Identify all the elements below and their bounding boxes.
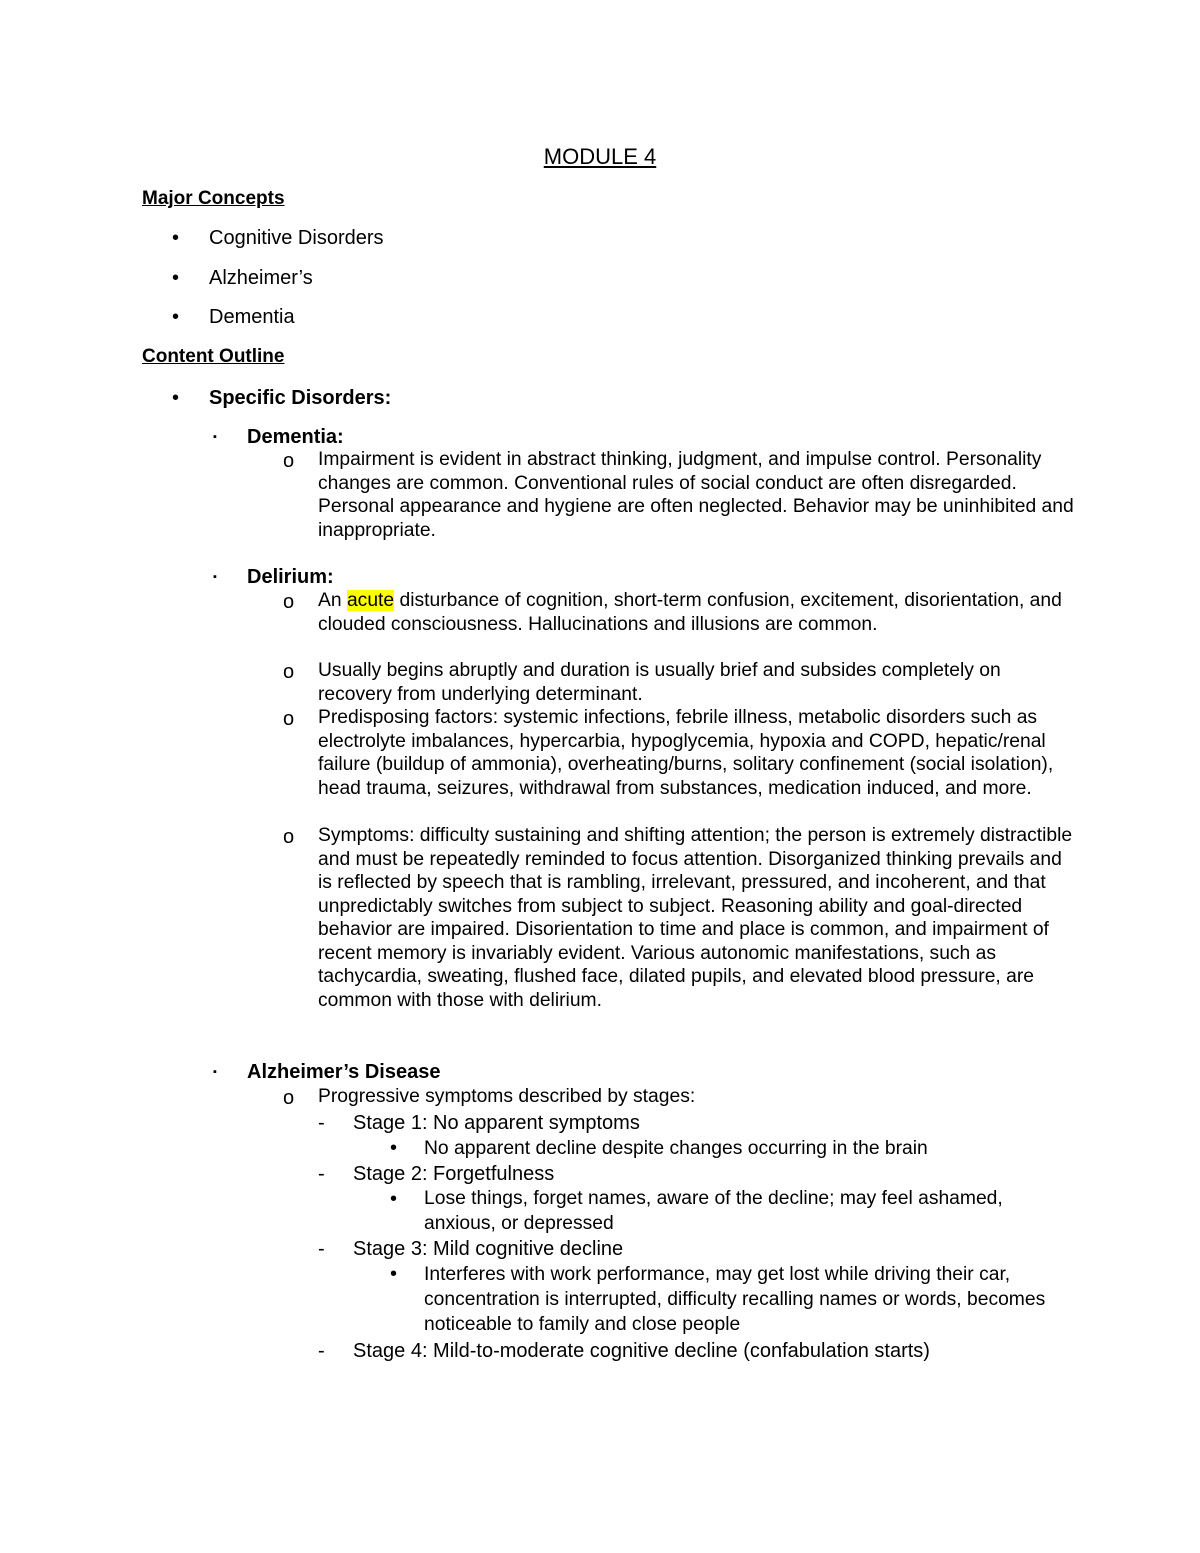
dementia-label: Dementia:	[247, 426, 344, 448]
circle-bullet-icon: o	[283, 450, 295, 472]
circle-bullet-icon: o	[283, 826, 295, 848]
highlighted-term-acute: acute	[346, 590, 395, 611]
square-bullet-icon: ▪	[213, 571, 217, 583]
dementia-point: Impairment is evident in abstract thinking, judgment, and impulse control. Personality changes are common. Conventional rules of social conduct are often disregarded. Personal appearance and hygiene are often neglected. Behavior may be uninhibited and inappropriate.	[318, 449, 1074, 541]
stage-1-detail: No apparent decline despite changes occurring in the brain	[424, 1138, 928, 1159]
delirium-point-3: Predisposing factors: systemic infections, febrile illness, metabolic disorders such as electrolyte imbalances, hypercarbia, hypoglycemia, hypoxia and COPD, hepatic/renal failure (buildup of ammonia), overheating/burns, solitary confinement (social isolation), head trauma, seizures, withdrawal from substances, medication induced, and more.	[318, 707, 1054, 799]
bullet-icon: •	[172, 267, 180, 289]
delirium-point-2: Usually begins abruptly and duration is usually brief and subsides completely on recovery from underlying determinant.	[318, 660, 1001, 705]
bullet-icon: •	[172, 227, 180, 249]
delirium-point-1	[318, 589, 1078, 636]
stage-2: Stage 2: Forgetfulness	[353, 1163, 555, 1185]
bullet-icon: •	[390, 1188, 398, 1210]
content-outline-heading: Content Outline	[142, 346, 285, 367]
delirium-point-1-prefix: An	[318, 590, 347, 611]
circle-bullet-icon: o	[283, 591, 295, 613]
major-concepts-heading: Major Concepts	[142, 188, 285, 209]
concept-item-alzheimers: Alzheimer’s	[209, 267, 313, 289]
bullet-icon: •	[390, 1137, 398, 1159]
delirium-label: Delirium:	[247, 566, 334, 588]
bullet-icon: •	[172, 306, 180, 328]
circle-bullet-icon: o	[283, 1087, 295, 1109]
circle-bullet-icon: o	[283, 661, 295, 683]
concept-item-dementia: Dementia	[209, 306, 295, 328]
dash-icon: -	[318, 1163, 325, 1185]
bullet-icon: •	[172, 387, 180, 409]
stage-3-detail: Interferes with work performance, may get lost while driving their car, concentration is interrupted, difficulty recalling names or words, becomes noticeable to family and close people	[424, 1264, 1046, 1335]
alzheimers-label: Alzheimer’s Disease	[247, 1061, 441, 1083]
stage-3: Stage 3: Mild cognitive decline	[353, 1238, 624, 1260]
circle-bullet-icon: o	[283, 708, 295, 730]
stage-2-detail: Lose things, forget names, aware of the decline; may feel ashamed, anxious, or depressed	[424, 1188, 1003, 1234]
concept-item-cognitive-disorders: Cognitive Disorders	[209, 227, 384, 249]
page-title: MODULE 4	[543, 144, 657, 169]
bullet-icon: •	[390, 1263, 398, 1285]
specific-disorders-label: Specific Disorders:	[209, 387, 392, 409]
stage-1: Stage 1: No apparent symptoms	[353, 1112, 640, 1134]
stage-4: Stage 4: Mild-to-moderate cognitive decline (confabulation starts)	[353, 1340, 930, 1362]
delirium-point-1-suffix: disturbance of cognition, short-term confusion, excitement, disorientation, and clouded consciousness. Hallucinations and illusions are common.	[318, 590, 1062, 635]
delirium-point-4: Symptoms: difficulty sustaining and shifting attention; the person is extremely distractible and must be repeatedly reminded to focus attention. Disorganized thinking prevails and is reflected by speech that is rambling, irrelevant, pressured, and incoherent, and that unpredictably switches from subject to subject. Reasoning ability and goal-directed behavior are impaired. Disorientation to time and place is common, and impairment of recent memory is invariably evident. Various autonomic manifestations, such as tachycardia, sweating, flushed face, dilated pupils, and elevated blood pressure, are common with those with delirium.	[318, 825, 1073, 1011]
dash-icon: -	[318, 1112, 325, 1134]
square-bullet-icon: ▪	[213, 431, 217, 443]
square-bullet-icon: ▪	[213, 1066, 217, 1078]
dash-icon: -	[318, 1340, 325, 1362]
dash-icon: -	[318, 1238, 325, 1260]
alzheimers-intro: Progressive symptoms described by stages:	[318, 1086, 696, 1107]
